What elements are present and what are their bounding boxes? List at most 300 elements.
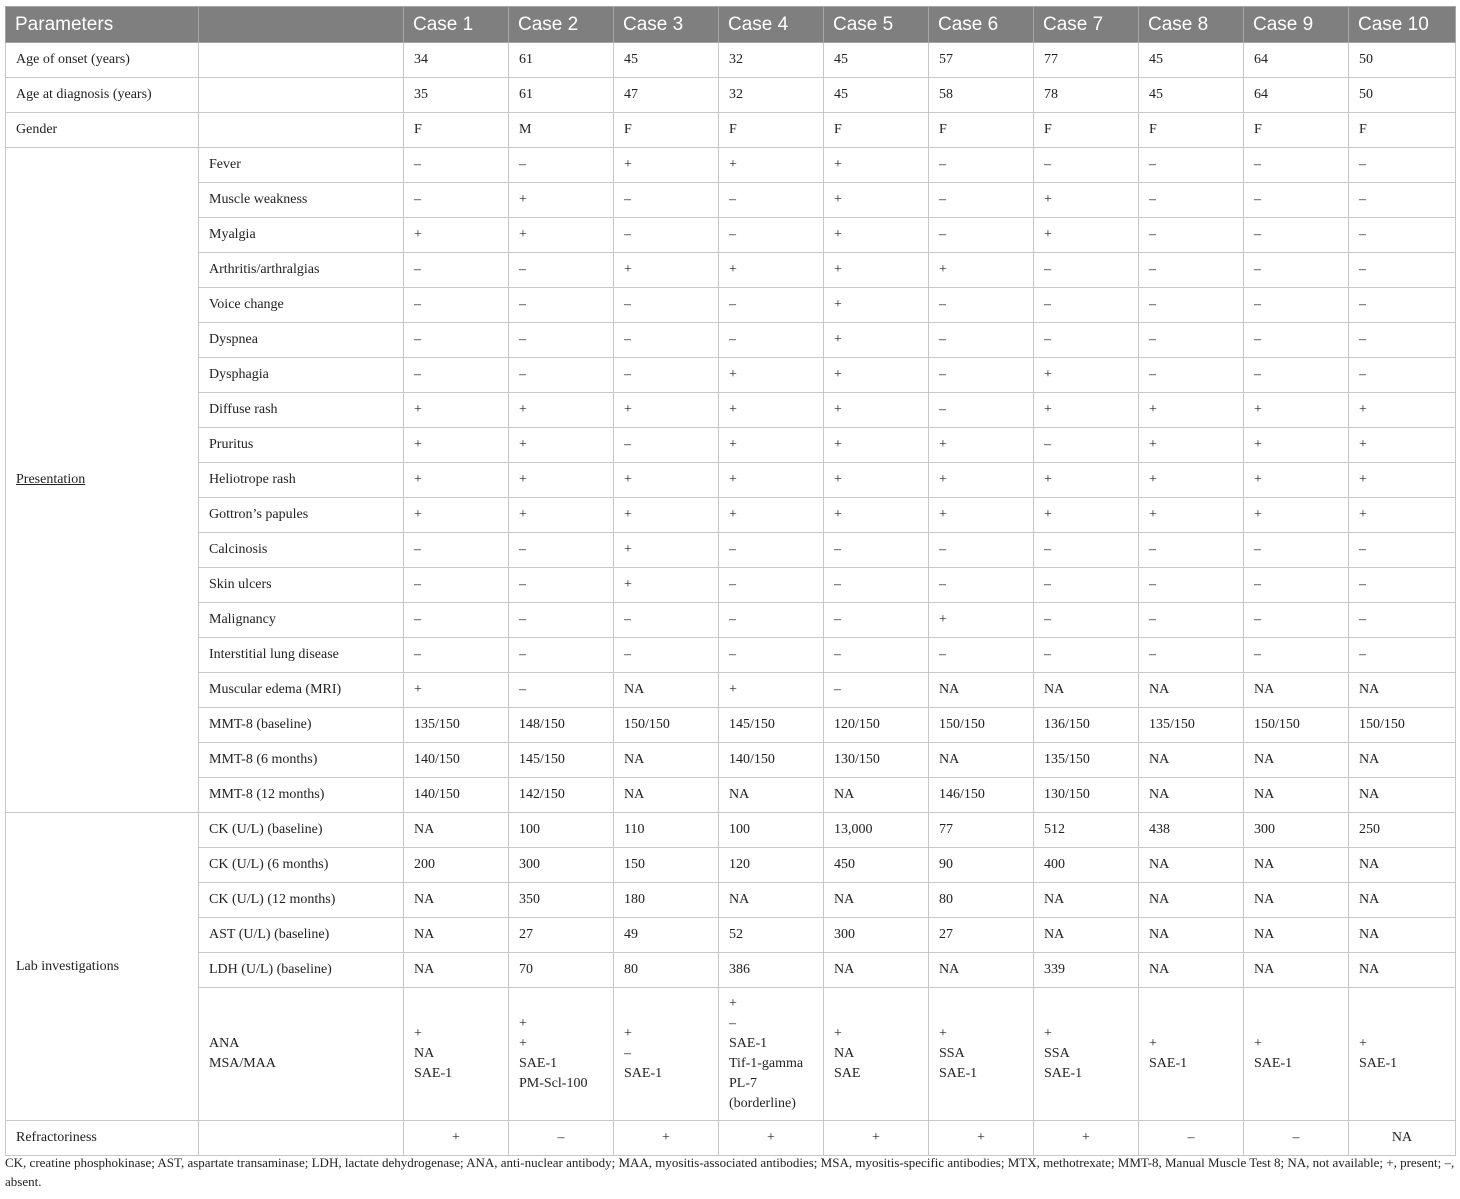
table-cell: 35 — [404, 78, 509, 113]
table-cell: – — [929, 183, 1034, 218]
table-cell: 120/150 — [824, 708, 929, 743]
table-cell: NA — [1244, 883, 1349, 918]
table-cell: – — [1244, 288, 1349, 323]
header-case: Case 9 — [1244, 7, 1349, 43]
antibody-value: + NA SAE-1 — [414, 1026, 453, 1081]
table-cell: 78 — [1034, 78, 1139, 113]
table-cell: – — [509, 323, 614, 358]
table-row — [6, 463, 1456, 498]
table-cell: 148/150 — [509, 708, 614, 743]
row-sublabel: CK (U/L) (6 months) — [199, 848, 404, 883]
table-cell: 52 — [719, 918, 824, 953]
table-cell: – — [929, 393, 1034, 428]
table-cell: + — [719, 253, 824, 288]
table-cell: 120 — [719, 848, 824, 883]
table-row — [6, 813, 1456, 848]
antibody-value: + SSA SAE-1 — [1044, 1026, 1083, 1081]
table-cell: – — [509, 603, 614, 638]
table-cell: – — [1349, 323, 1456, 358]
header-case: Case 6 — [929, 7, 1034, 43]
row-sublabel — [199, 78, 404, 113]
table-cell: + — [614, 463, 719, 498]
table-cell: NA — [929, 953, 1034, 988]
table-cell: + — [1244, 428, 1349, 463]
table-cell: – — [719, 603, 824, 638]
antibody-row — [6, 988, 1456, 1121]
row-sublabel: Dyspnea — [199, 323, 404, 358]
table-cell: 50 — [1349, 78, 1456, 113]
row-sublabel: Voice change — [199, 288, 404, 323]
table-cell — [824, 988, 929, 1121]
table-cell: 438 — [1139, 813, 1244, 848]
table-cell: – — [1034, 638, 1139, 673]
table-cell: + — [614, 568, 719, 603]
header-case: Case 4 — [719, 7, 824, 43]
table-cell — [509, 988, 614, 1121]
table-cell: – — [1034, 253, 1139, 288]
table-cell: – — [1034, 568, 1139, 603]
table-cell: 300 — [824, 918, 929, 953]
table-cell: + — [614, 393, 719, 428]
table-cell: 150 — [614, 848, 719, 883]
table-cell: – — [1034, 603, 1139, 638]
table-cell: – — [404, 288, 509, 323]
table-cell: + — [824, 498, 929, 533]
table-row — [6, 673, 1456, 708]
row-sublabel: Muscle weakness — [199, 183, 404, 218]
table-cell: – — [1139, 1121, 1244, 1156]
table-cell: – — [929, 323, 1034, 358]
table-cell: + — [1034, 498, 1139, 533]
antibody-value: + – SAE-1 Tif-1-gamma PL-7 (borderline) — [729, 996, 804, 1111]
table-cell: NA — [1349, 953, 1456, 988]
table-cell: + — [1349, 393, 1456, 428]
table-cell: M — [509, 113, 614, 148]
row-sublabel: LDH (U/L) (baseline) — [199, 953, 404, 988]
presentation-category — [6, 148, 199, 813]
table-cell: – — [1244, 148, 1349, 183]
table-cell: – — [824, 568, 929, 603]
table-cell: – — [824, 638, 929, 673]
antibody-value: + SAE-1 — [1149, 1036, 1188, 1071]
table-cell: 135/150 — [404, 708, 509, 743]
table-cell: 45 — [1139, 78, 1244, 113]
table-row — [6, 848, 1456, 883]
table-cell: 110 — [614, 813, 719, 848]
table-cell: NA — [1139, 883, 1244, 918]
table-cell: NA — [1349, 778, 1456, 813]
table-row — [6, 288, 1456, 323]
table-cell: 77 — [929, 813, 1034, 848]
table-cell: + — [509, 183, 614, 218]
table-cell: 27 — [929, 918, 1034, 953]
table-cell: – — [1244, 568, 1349, 603]
table-cell: + — [824, 358, 929, 393]
table-cell: 300 — [1244, 813, 1349, 848]
table-cell: + — [614, 533, 719, 568]
table-cell: + — [824, 323, 929, 358]
table-cell: – — [404, 183, 509, 218]
table-cell: – — [509, 1121, 614, 1156]
antibody-value: + – SAE-1 — [624, 1026, 663, 1081]
table-cell: – — [509, 533, 614, 568]
table-cell: 34 — [404, 43, 509, 78]
table-cell: + — [824, 183, 929, 218]
table-cell: – — [614, 288, 719, 323]
table-cell: – — [719, 568, 824, 603]
table-cell: NA — [1244, 918, 1349, 953]
table-cell: – — [1349, 288, 1456, 323]
table-cell: F — [719, 113, 824, 148]
table-cell: – — [1139, 148, 1244, 183]
table-cell: NA — [929, 673, 1034, 708]
row-sublabel: Dysphagia — [199, 358, 404, 393]
table-cell: + — [1139, 393, 1244, 428]
table-cell: + — [719, 673, 824, 708]
table-cell: – — [509, 638, 614, 673]
table-cell: – — [614, 603, 719, 638]
table-cell: – — [404, 533, 509, 568]
table-cell: + — [719, 358, 824, 393]
lab-category — [6, 813, 199, 1121]
table-cell: + — [1139, 428, 1244, 463]
table-cell: + — [929, 498, 1034, 533]
table-cell: 64 — [1244, 78, 1349, 113]
table-cell: + — [509, 218, 614, 253]
table-row — [6, 498, 1456, 533]
table-cell: – — [614, 428, 719, 463]
row-sublabel — [199, 988, 404, 1121]
table-cell: NA — [1244, 848, 1349, 883]
table-cell: 130/150 — [824, 743, 929, 778]
table-cell: + — [614, 148, 719, 183]
table-cell: + — [404, 393, 509, 428]
table-row — [6, 918, 1456, 953]
table-cell: – — [1139, 218, 1244, 253]
header-case: Case 2 — [509, 7, 614, 43]
table-cell: 512 — [1034, 813, 1139, 848]
table-cell: NA — [1349, 1121, 1456, 1156]
table-cell: – — [1244, 183, 1349, 218]
table-cell: – — [614, 183, 719, 218]
table-cell: – — [404, 358, 509, 393]
table-cell: – — [1139, 358, 1244, 393]
table-cell: + — [1034, 183, 1139, 218]
table-cell: – — [404, 568, 509, 603]
table-cell: – — [1139, 603, 1244, 638]
table-cell: 150/150 — [1244, 708, 1349, 743]
table-cell: + — [404, 218, 509, 253]
table-cell: 45 — [824, 78, 929, 113]
table-cell: + — [1034, 358, 1139, 393]
table-cell: NA — [824, 953, 929, 988]
table-cell: – — [1349, 253, 1456, 288]
table-cell: + — [614, 498, 719, 533]
row-label: Refractoriness — [6, 1121, 199, 1156]
table-cell — [1244, 988, 1349, 1121]
table-cell: 140/150 — [404, 743, 509, 778]
table-cell: F — [1139, 113, 1244, 148]
table-cell: + — [1034, 1121, 1139, 1156]
table-cell: + — [929, 1121, 1034, 1156]
table-cell: 45 — [1139, 43, 1244, 78]
category-label: Presentation — [16, 472, 86, 487]
table-cell: + — [719, 463, 824, 498]
table-cell: – — [1034, 288, 1139, 323]
table-cell: F — [404, 113, 509, 148]
table-cell: + — [614, 253, 719, 288]
table-cell: + — [1244, 463, 1349, 498]
table-cell: F — [1349, 113, 1456, 148]
table-cell: 140/150 — [719, 743, 824, 778]
table-cell: – — [719, 533, 824, 568]
table-cell: F — [929, 113, 1034, 148]
table-row — [6, 603, 1456, 638]
header-case: Case 8 — [1139, 7, 1244, 43]
table-cell: NA — [1244, 778, 1349, 813]
table-cell: – — [1349, 358, 1456, 393]
table-cell: – — [719, 218, 824, 253]
table-cell: – — [1349, 183, 1456, 218]
table-cell: – — [1244, 323, 1349, 358]
header-parameters: Parameters — [6, 7, 199, 43]
table-cell: NA — [1139, 778, 1244, 813]
table-row — [6, 78, 1456, 113]
table-cell: NA — [1244, 673, 1349, 708]
table-cell: 100 — [509, 813, 614, 848]
table-cell: 140/150 — [404, 778, 509, 813]
table-cell: – — [1244, 603, 1349, 638]
table-cell: – — [1139, 638, 1244, 673]
table-row — [6, 708, 1456, 743]
header-case: Case 3 — [614, 7, 719, 43]
table-cell: NA — [404, 813, 509, 848]
table-cell: – — [1139, 183, 1244, 218]
table-cell: – — [719, 323, 824, 358]
table-cell: 150/150 — [1349, 708, 1456, 743]
table-cell: + — [824, 393, 929, 428]
antibody-value: + NA SAE — [834, 1026, 861, 1081]
table-cell: – — [614, 218, 719, 253]
table-row — [6, 883, 1456, 918]
table-cell: NA — [614, 743, 719, 778]
antibody-value: + SSA SAE-1 — [939, 1026, 978, 1081]
table-cell: NA — [1244, 743, 1349, 778]
table-cell: – — [1244, 358, 1349, 393]
table-cell: – — [1349, 533, 1456, 568]
table-cell: + — [1139, 463, 1244, 498]
table-cell: – — [719, 288, 824, 323]
antibody-value: + SAE-1 — [1359, 1036, 1398, 1071]
table-cell: 146/150 — [929, 778, 1034, 813]
table-cell: NA — [1349, 848, 1456, 883]
table-cell: + — [404, 1121, 509, 1156]
table-cell: + — [1349, 463, 1456, 498]
table-cell: + — [1349, 498, 1456, 533]
table-cell: – — [1349, 148, 1456, 183]
table-cell: 100 — [719, 813, 824, 848]
table-row — [6, 323, 1456, 358]
table-cell: + — [824, 288, 929, 323]
table-cell: – — [929, 358, 1034, 393]
table-row — [6, 778, 1456, 813]
table-cell: 136/150 — [1034, 708, 1139, 743]
row-sublabel: MMT-8 (baseline) — [199, 708, 404, 743]
table-cell: + — [509, 393, 614, 428]
table-cell: NA — [1349, 883, 1456, 918]
table-cell: 13,000 — [824, 813, 929, 848]
table-row — [6, 43, 1456, 78]
table-cell: NA — [719, 778, 824, 813]
table-cell: – — [1244, 1121, 1349, 1156]
table-cell: – — [614, 638, 719, 673]
table-cell: + — [1139, 498, 1244, 533]
table-cell — [1349, 988, 1456, 1121]
row-sublabel: CK (U/L) (baseline) — [199, 813, 404, 848]
table-cell: – — [1139, 323, 1244, 358]
table-cell: 58 — [929, 78, 1034, 113]
row-sublabel: CK (U/L) (12 months) — [199, 883, 404, 918]
table-cell: – — [1349, 218, 1456, 253]
table-cell: NA — [1349, 743, 1456, 778]
row-sublabel: Muscular edema (MRI) — [199, 673, 404, 708]
table-cell: 61 — [509, 43, 614, 78]
table-cell: 339 — [1034, 953, 1139, 988]
table-cell: 90 — [929, 848, 1034, 883]
table-cell: + — [404, 673, 509, 708]
table-cell: NA — [824, 883, 929, 918]
table-cell: + — [719, 428, 824, 463]
table-cell: 64 — [1244, 43, 1349, 78]
table-cell: – — [1034, 533, 1139, 568]
table-cell: + — [929, 603, 1034, 638]
category-label: Lab investigations — [16, 958, 120, 974]
table-cell: 70 — [509, 953, 614, 988]
table-cell: – — [929, 148, 1034, 183]
table-row — [6, 113, 1456, 148]
table-row — [6, 358, 1456, 393]
table-cell: – — [1349, 638, 1456, 673]
table-cell: NA — [1349, 918, 1456, 953]
table-cell: – — [1034, 323, 1139, 358]
table-cell: + — [824, 428, 929, 463]
table-cell: NA — [404, 918, 509, 953]
table-cell: 130/150 — [1034, 778, 1139, 813]
table-cell: F — [1244, 113, 1349, 148]
row-sublabel: Interstitial lung disease — [199, 638, 404, 673]
table-cell: 77 — [1034, 43, 1139, 78]
table-cell: – — [509, 568, 614, 603]
table-cell: + — [404, 498, 509, 533]
table-cell: NA — [1034, 883, 1139, 918]
table-cell: – — [929, 638, 1034, 673]
table-cell: + — [719, 393, 824, 428]
table-cell: – — [929, 533, 1034, 568]
table-cell: 180 — [614, 883, 719, 918]
table-cell: 250 — [1349, 813, 1456, 848]
table-cell: 49 — [614, 918, 719, 953]
table-cell: – — [1244, 218, 1349, 253]
table-cell: 32 — [719, 78, 824, 113]
table-cell: – — [719, 638, 824, 673]
data-table — [5, 6, 1456, 1156]
table-cell: – — [509, 253, 614, 288]
table-cell: NA — [1139, 918, 1244, 953]
table-cell: + — [929, 253, 1034, 288]
table-cell: NA — [1034, 918, 1139, 953]
table-cell: – — [929, 218, 1034, 253]
header-case: Case 7 — [1034, 7, 1139, 43]
table-cell: 135/150 — [1034, 743, 1139, 778]
table-cell: 135/150 — [1139, 708, 1244, 743]
table-cell: 386 — [719, 953, 824, 988]
table-cell: 61 — [509, 78, 614, 113]
table-cell: – — [614, 358, 719, 393]
row-sublabel — [199, 113, 404, 148]
table-cell — [929, 988, 1034, 1121]
table-cell: NA — [614, 673, 719, 708]
table-cell: 50 — [1349, 43, 1456, 78]
table-cell: NA — [1139, 673, 1244, 708]
row-sublabel: Myalgia — [199, 218, 404, 253]
table-cell: – — [404, 603, 509, 638]
table-cell: + — [404, 463, 509, 498]
table-cell: + — [509, 498, 614, 533]
antibody-value: + + SAE-1 PM-Scl-100 — [519, 1016, 588, 1091]
table-cell: 200 — [404, 848, 509, 883]
table-cell: – — [509, 288, 614, 323]
antibody-label: ANA MSA/MAA — [209, 1036, 276, 1071]
table-cell: – — [404, 253, 509, 288]
table-cell: – — [824, 673, 929, 708]
table-row — [6, 953, 1456, 988]
table-cell: NA — [404, 883, 509, 918]
table-cell — [1034, 988, 1139, 1121]
table-cell: – — [509, 148, 614, 183]
table-row — [6, 183, 1456, 218]
table-cell: NA — [929, 743, 1034, 778]
table-cell: NA — [404, 953, 509, 988]
table-cell: – — [1244, 638, 1349, 673]
row-sublabel — [199, 1121, 404, 1156]
row-sublabel: Arthritis/arthralgias — [199, 253, 404, 288]
table-cell: + — [1034, 218, 1139, 253]
table-cell: – — [404, 148, 509, 183]
table-cell — [1139, 988, 1244, 1121]
table-cell — [404, 988, 509, 1121]
table-cell: NA — [1244, 953, 1349, 988]
table-cell — [719, 988, 824, 1121]
table-cell: 47 — [614, 78, 719, 113]
table-cell: 300 — [509, 848, 614, 883]
antibody-value: + SAE-1 — [1254, 1036, 1293, 1071]
table-cell: – — [1034, 428, 1139, 463]
table-cell: NA — [1139, 743, 1244, 778]
table-cell: – — [824, 533, 929, 568]
table-cell: + — [1244, 393, 1349, 428]
table-cell: – — [404, 323, 509, 358]
header-row — [6, 7, 1456, 43]
header-case: Case 5 — [824, 7, 929, 43]
table-cell: – — [824, 603, 929, 638]
table-row — [6, 638, 1456, 673]
table-cell: 145/150 — [509, 743, 614, 778]
table-cell: + — [1034, 393, 1139, 428]
row-sublabel: Calcinosis — [199, 533, 404, 568]
table-cell: F — [614, 113, 719, 148]
table-cell: 142/150 — [509, 778, 614, 813]
table-cell: + — [824, 1121, 929, 1156]
